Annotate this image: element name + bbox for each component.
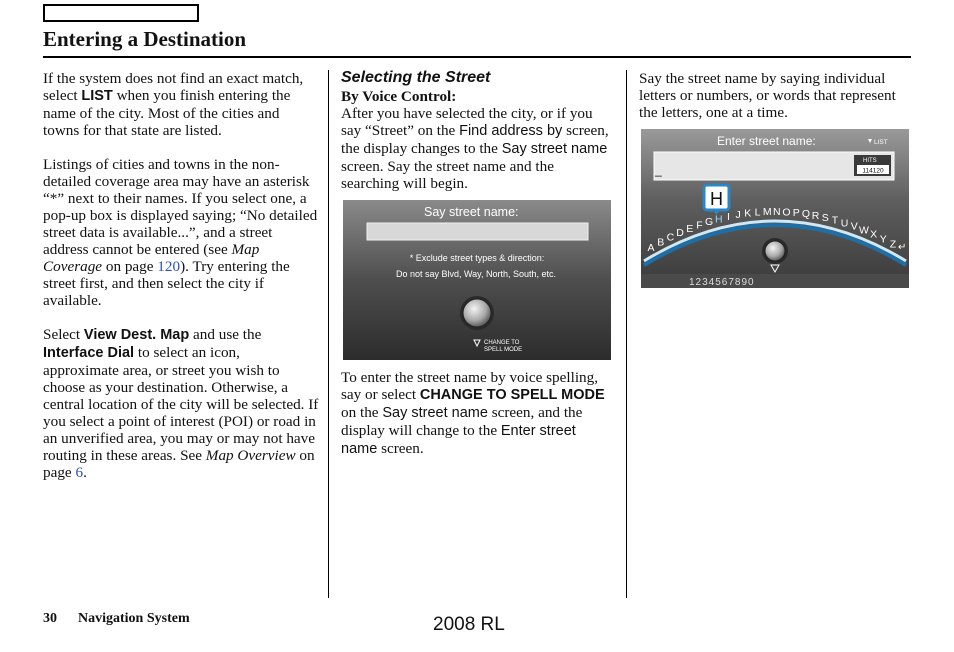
column-3 xyxy=(639,70,911,138)
reference-map-overview: Map Overview xyxy=(205,447,296,464)
interface-dial-icon[interactable] xyxy=(463,299,491,327)
text: when you finish entering the name of the city. Most of the cities and towns for that state are listed. xyxy=(43,87,291,139)
list-button-label[interactable]: LIST xyxy=(874,139,888,146)
do-not-say-instruction: Do not say Blvd, Way, North, South, etc. xyxy=(395,269,557,279)
column-1 xyxy=(43,70,319,498)
letter-key-b[interactable]: B xyxy=(657,236,665,249)
text: screen. Say the street name and the searching will begin. xyxy=(341,158,554,192)
screen-title: Say street name: xyxy=(424,205,519,219)
reference-map-coverage: Map Coverage xyxy=(43,241,260,275)
number-row[interactable]: 1234567890 xyxy=(689,277,755,288)
hits-label: HITS xyxy=(863,158,877,164)
letter-key-w[interactable]: W xyxy=(859,224,869,237)
header-rule xyxy=(43,56,911,58)
text: To enter the street name by voice spelling, say or select xyxy=(341,369,599,403)
letter-key-f[interactable]: F xyxy=(696,219,703,232)
text: If the system does not find an exact match, select xyxy=(43,70,304,104)
text: on page xyxy=(43,447,315,481)
enter-street-name-label: Enter street name xyxy=(341,423,576,457)
change-mode-line2[interactable]: SPELL MODE xyxy=(484,347,523,353)
letter-key-l[interactable]: L xyxy=(754,206,761,219)
letter-key-e[interactable]: E xyxy=(686,223,694,235)
text: ). Try entering the street first, and then select the city if available. xyxy=(43,258,290,309)
page-link-6[interactable]: 6 xyxy=(75,464,84,481)
footer-section-title: Navigation System xyxy=(78,611,190,626)
text: screen, and the display will change to the xyxy=(341,404,583,439)
enter-key-icon[interactable]: ↵ xyxy=(898,242,907,253)
find-address-label: Find address by xyxy=(459,123,563,139)
column-divider-1 xyxy=(328,70,329,598)
paragraph-exact-match xyxy=(43,70,319,139)
letter-key-q[interactable]: Q xyxy=(801,208,810,221)
letter-key-x[interactable]: X xyxy=(870,228,878,241)
view-dest-map-label: View Dest. Map xyxy=(83,327,190,343)
letter-key-k[interactable]: K xyxy=(744,207,752,220)
letter-key-g[interactable]: G xyxy=(705,216,714,229)
change-mode-line1[interactable]: CHANGE TO xyxy=(484,340,520,346)
letter-key-z[interactable]: Z xyxy=(889,238,897,251)
selected-letter: H xyxy=(710,189,723,209)
column-divider-2 xyxy=(626,70,627,598)
paragraph-view-dest-map xyxy=(43,326,319,481)
letter-key-u[interactable]: U xyxy=(840,217,849,230)
list-label: LIST xyxy=(81,88,113,104)
column-2-continued xyxy=(341,369,615,475)
text: After you have selected the city, or if you say “Street” on the xyxy=(341,105,593,139)
letter-key-y[interactable]: Y xyxy=(879,233,887,246)
paragraph-asterisk xyxy=(43,156,319,309)
text: on the xyxy=(341,404,383,421)
letter-key-t[interactable]: T xyxy=(831,214,839,227)
text: to select an icon, approximate area, or street you wish to choose as your destination. Otherwise, a central location of the city will be selected. If you select a point of interest (POI) or road in an unverified area, you may or may not have routing in these areas. See xyxy=(43,344,319,464)
text: . xyxy=(83,464,87,481)
letter-key-a[interactable]: A xyxy=(647,241,655,254)
enter-street-name-screenshot xyxy=(641,129,909,288)
page-title: Entering a Destination xyxy=(43,27,247,51)
street-name-input[interactable] xyxy=(367,223,588,240)
letter-key-p[interactable]: P xyxy=(792,207,800,219)
say-street-name-label: Say street name xyxy=(382,405,488,421)
page-link-120[interactable]: 120 xyxy=(157,258,181,275)
letter-key-o[interactable]: O xyxy=(782,206,791,219)
letter-key-j[interactable]: J xyxy=(735,209,741,222)
text-cursor: _ xyxy=(655,163,662,177)
letter-key-v[interactable]: V xyxy=(850,220,858,233)
letter-key-h[interactable]: H xyxy=(715,213,723,226)
text: screen, the display changes to the xyxy=(341,122,609,157)
column-2 xyxy=(341,68,615,209)
exclude-instruction: * Exclude street types & direction: xyxy=(409,253,545,263)
interface-dial-label: Interface Dial xyxy=(43,345,135,361)
interface-dial-icon[interactable] xyxy=(765,241,785,261)
number-row-bar xyxy=(641,274,909,288)
letter-key-r[interactable]: R xyxy=(811,209,820,222)
model-year: 2008 RL xyxy=(433,614,505,635)
header-tab-box xyxy=(43,4,199,22)
say-street-name-label: Say street name xyxy=(501,141,608,157)
screen-title: Enter street name: xyxy=(717,134,816,148)
page-number: 30 xyxy=(43,611,57,626)
letter-key-c[interactable]: C xyxy=(666,231,675,244)
letter-key-m[interactable]: M xyxy=(762,206,772,219)
letter-key-d[interactable]: D xyxy=(676,227,684,239)
paragraph-spell-mode xyxy=(341,369,615,458)
text: and use the xyxy=(189,326,262,343)
text: Listings of cities and towns in the non-detailed coverage area may have an asterisk “*” next to their names. If you select one, a pop-up box is displayed saying; “No detailed street data is available...”, and a street address cannot be entered (see xyxy=(43,156,318,258)
paragraph-spell-letters: Say the street name by saying individual letters or numbers, or words that represent the letters, one at a time. xyxy=(639,70,896,121)
letter-key-i[interactable]: I xyxy=(726,211,730,224)
section-heading: Selecting the Street xyxy=(341,69,491,86)
hits-value: 114120 xyxy=(862,167,884,175)
text: Select xyxy=(43,326,84,343)
say-street-name-screenshot xyxy=(343,200,611,360)
change-to-spell-mode-label: CHANGE TO SPELL MODE xyxy=(419,387,605,403)
text: screen. xyxy=(377,440,424,457)
subheading-voice-control: By Voice Control: xyxy=(341,88,457,105)
letter-key-n[interactable]: N xyxy=(773,206,781,218)
text: on page xyxy=(102,258,158,275)
letter-key-s[interactable]: S xyxy=(821,211,829,224)
paragraph-after-city xyxy=(341,105,615,192)
